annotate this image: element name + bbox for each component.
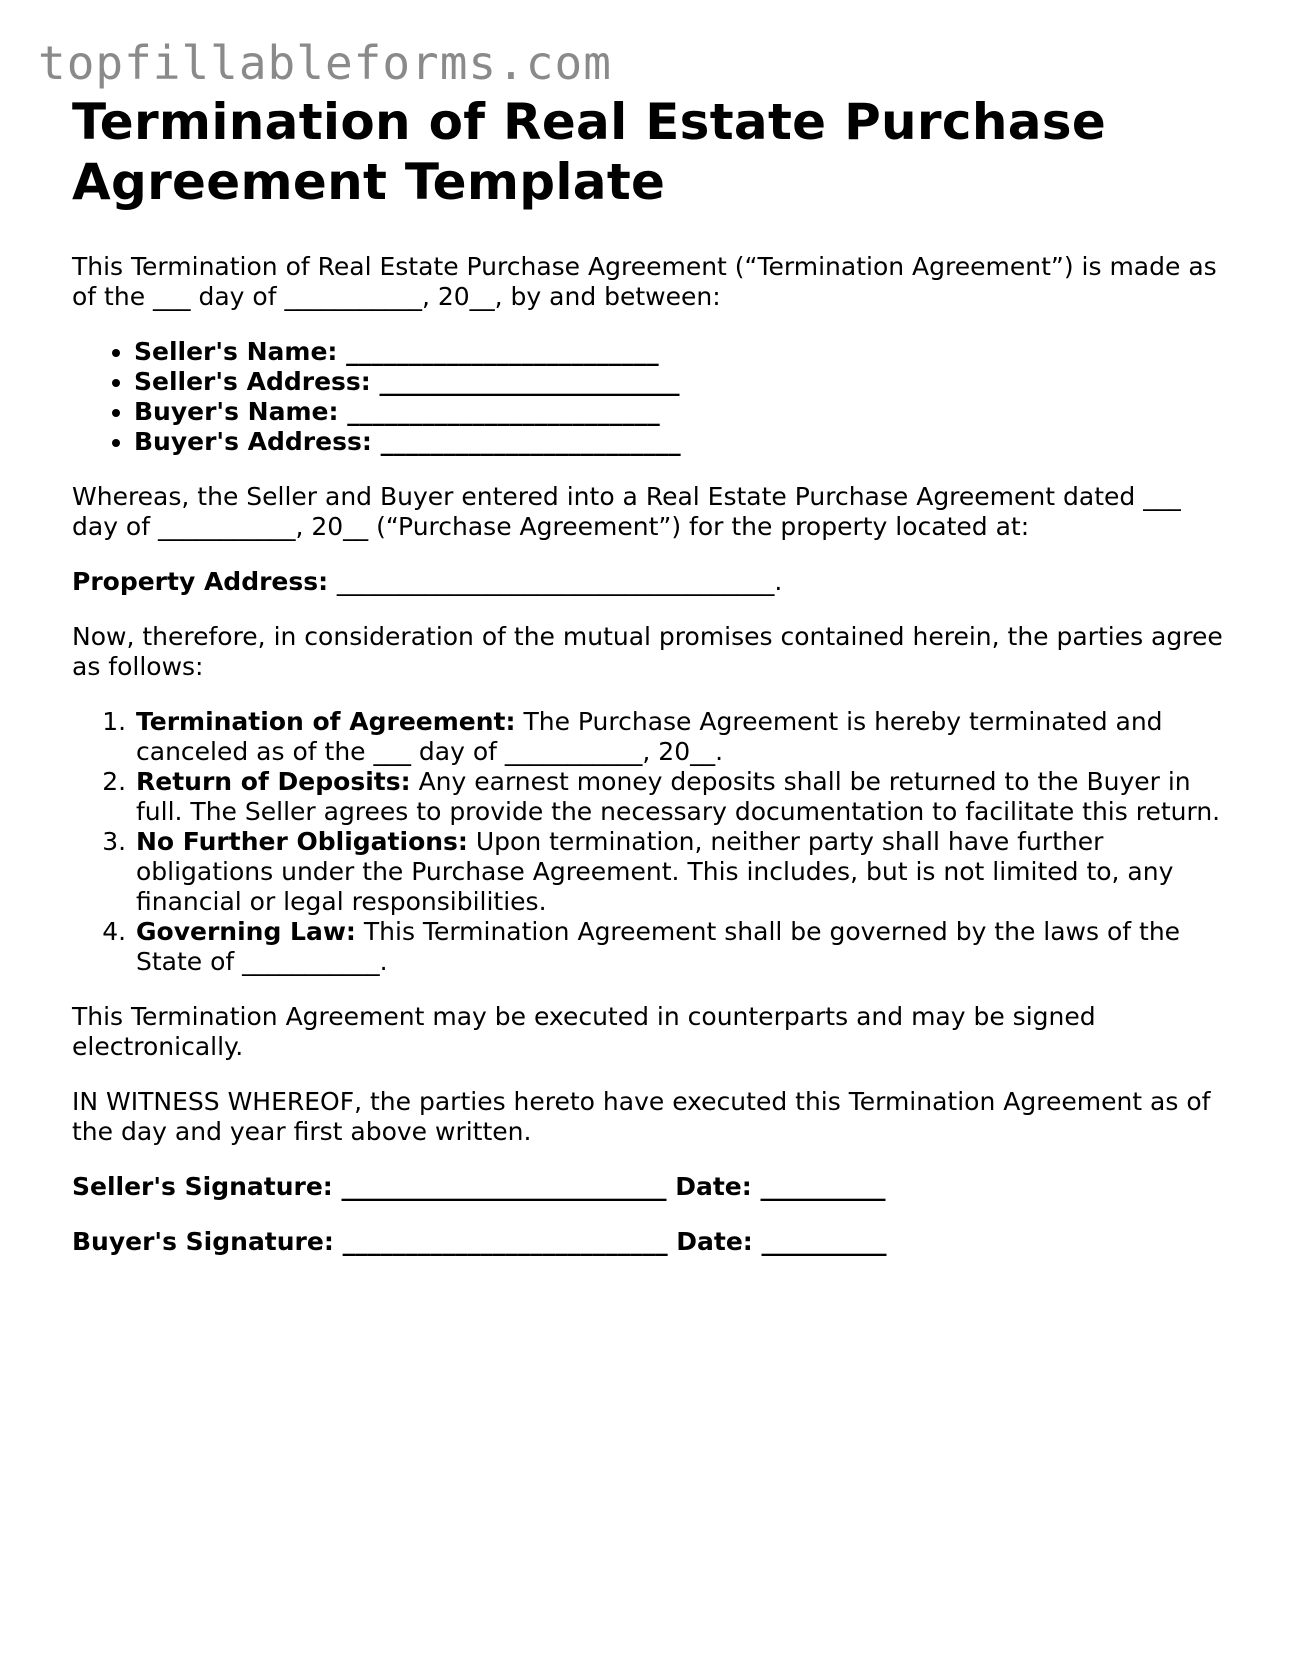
seller-address-field[interactable]: ________________________ xyxy=(379,367,680,396)
list-item xyxy=(134,827,1232,917)
buyer-address-label: Buyer's Address: xyxy=(134,427,372,456)
seller-signature-label: Seller's Signature: xyxy=(72,1172,333,1201)
term-text: Any earnest money deposits shall be returned to the Buyer in full. The Seller agrees to provide the necessary documentation to facilitate this return. xyxy=(136,767,1221,826)
seller-address-label: Seller's Address: xyxy=(134,367,371,396)
term-title: Governing Law: xyxy=(136,917,356,946)
intro-paragraph: This Termination of Real Estate Purchase Agreement (“Termination Agreement”) is made as of the ___ day of ___________, 20__, by and between: xyxy=(72,252,1217,311)
buyer-signature-line xyxy=(72,1227,1232,1257)
seller-name-label: Seller's Name: xyxy=(134,337,338,366)
list-item xyxy=(134,917,1232,977)
parties-list xyxy=(72,337,1232,457)
seller-date-label: Date: xyxy=(675,1172,752,1201)
term-title: Termination of Agreement: xyxy=(136,707,516,736)
buyer-address-field[interactable]: ________________________ xyxy=(380,427,681,456)
list-item xyxy=(134,397,1232,427)
seller-signature-line xyxy=(72,1172,1232,1202)
buyer-name-label: Buyer's Name: xyxy=(134,397,339,426)
list-item xyxy=(134,707,1232,767)
title-line-1: Termination of Real Estate Purchase xyxy=(72,93,1107,151)
terms-list xyxy=(72,707,1232,977)
buyer-signature-field[interactable]: __________________________ xyxy=(342,1227,668,1256)
seller-signature-field[interactable]: __________________________ xyxy=(341,1172,667,1201)
list-item xyxy=(134,367,1232,397)
property-address-line xyxy=(72,567,1232,597)
buyer-date-label: Date: xyxy=(676,1227,753,1256)
seller-name-field[interactable]: _________________________ xyxy=(346,337,659,366)
witness-paragraph: IN WITNESS WHEREOF, the parties hereto have executed this Termination Agreement as of the day and year first above written. xyxy=(72,1087,1211,1146)
document-body xyxy=(72,92,1232,1282)
property-address-label: Property Address: xyxy=(72,567,329,596)
term-text: This Termination Agreement shall be governed by the laws of the State of ___________. xyxy=(136,917,1181,976)
title-line-2: Agreement Template xyxy=(72,153,666,211)
buyer-signature-label: Buyer's Signature: xyxy=(72,1227,334,1256)
counterparts-paragraph: This Termination Agreement may be executed in counterparts and may be signed electronically. xyxy=(72,1002,1096,1061)
term-title: Return of Deposits: xyxy=(136,767,411,796)
term-title: No Further Obligations: xyxy=(136,827,468,856)
property-address-field[interactable]: ___________________________________. xyxy=(336,567,783,596)
document-title xyxy=(72,92,1232,212)
whereas-paragraph: Whereas, the Seller and Buyer entered into a Real Estate Purchase Agreement dated ___ day of ___________, 20__ (“Purchase Agreement”) for the property located at: xyxy=(72,482,1181,541)
seller-date-field[interactable]: __________ xyxy=(760,1172,886,1201)
buyer-name-field[interactable]: _________________________ xyxy=(347,397,660,426)
buyer-date-field[interactable]: __________ xyxy=(761,1227,887,1256)
term-text: Upon termination, neither party shall have further obligations under the Purchase Agreement. This includes, but is not limited to, any financial or legal responsibilities. xyxy=(136,827,1174,916)
term-text: The Purchase Agreement is hereby terminated and canceled as of the ___ day of ___________, 20__. xyxy=(136,707,1163,766)
list-item xyxy=(134,427,1232,457)
list-item xyxy=(134,337,1232,367)
now-therefore-paragraph: Now, therefore, in consideration of the mutual promises contained herein, the parties agree as follows: xyxy=(72,622,1223,681)
watermark: topfillableforms.com xyxy=(38,36,612,90)
list-item xyxy=(134,767,1232,827)
